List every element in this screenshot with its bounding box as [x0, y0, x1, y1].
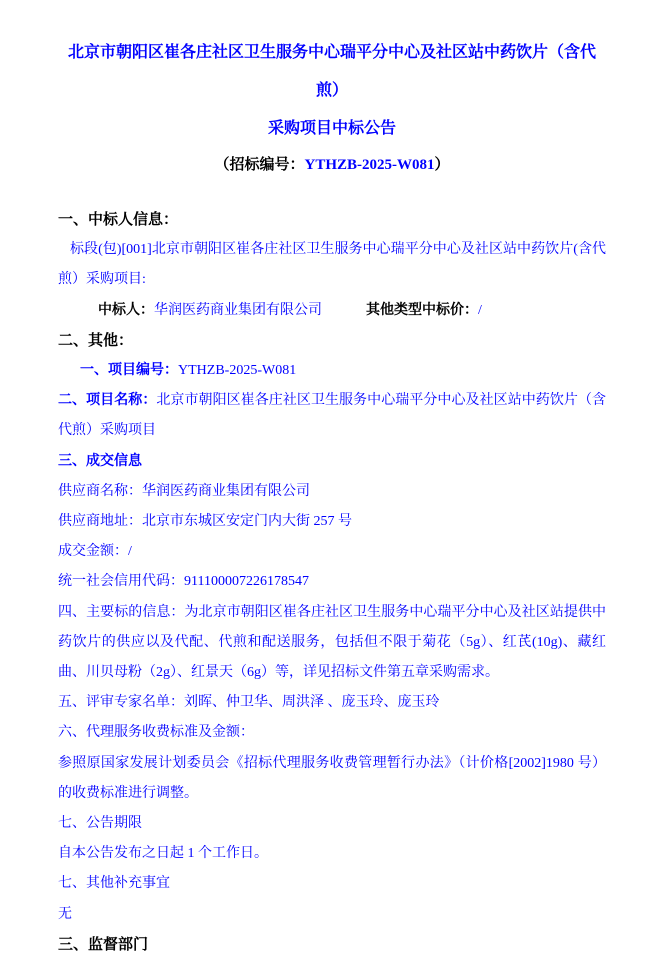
deal-info-heading: 三、成交信息: [58, 453, 142, 469]
other-section-heading: 二、其他：: [58, 332, 134, 349]
supplier-name-line: 供应商名称：华润医药商业集团有限公司: [58, 483, 310, 499]
winner-line: [58, 296, 606, 326]
other-matters-heading-line: 七、其他补充事宜: [58, 876, 170, 892]
tender-number-close: ）: [434, 157, 450, 173]
document-title: [58, 34, 606, 148]
winner-info-heading: 一、中标人信息：: [58, 212, 179, 228]
winner-name: 华润医药商业集团有限公司: [154, 302, 322, 318]
project-name-value: 北京市朝阳区崔各庄社区卫生服务中心瑞平分中心及社区站中药饮片（含代煎）采购项目: [58, 393, 607, 439]
tender-number-open: （招标编号：: [214, 157, 305, 173]
announcement-period-body-line: 自本公告发布之日起 1 个工作日。: [58, 846, 268, 862]
tender-number-line: [58, 150, 606, 180]
credit-code-line: 统一社会信用代码：911100007226178547: [58, 574, 309, 590]
announcement-period-heading-line: 七、公告期限: [58, 816, 142, 832]
project-name-label: 二、项目名称：: [58, 393, 157, 409]
winner-label: 中标人：: [98, 302, 154, 318]
supervision-heading: 三、监督部门: [58, 936, 149, 953]
supplier-address-line: 供应商地址：北京市东城区安定门内大街 257 号: [58, 514, 352, 530]
package-line: 标段(包)[001]北京市朝阳区崔各庄社区卫生服务中心瑞平分中心及社区站中药饮片(含代煎）采购项目:: [58, 242, 606, 288]
agency-fee-heading-line: 六、代理服务收费标准及金额：: [58, 725, 254, 741]
other-price-label: 其他类型中标价：: [366, 302, 478, 318]
title-line-2: 采购项目中标公告: [267, 120, 396, 137]
project-name-line: [58, 386, 606, 446]
document-body: [58, 205, 606, 960]
experts-line: 五、评审专家名单：刘晖、仲卫华、周洪泽 、庞玉玲、庞玉玲: [58, 695, 440, 711]
agency-fee-body-line: 参照原国家发展计划委员会《招标代理服务收费管理暂行办法》（计价格[2002]1980 号）的收费标准进行调整。: [58, 755, 606, 801]
project-number-label: 一、项目编号：: [80, 363, 178, 379]
main-subject-line: 四、主要标的信息：为北京市朝阳区崔各庄社区卫生服务中心瑞平分中心及社区站提供中药饮片的供应以及代配、代煎和配送服务，包括但不限于菊花（5g）、红芪(10g)、藏红曲、川贝母粉（2g）、红景天（6g）等，详见招标文件第五章采购需求。: [58, 604, 606, 681]
title-line-1: 北京市朝阳区崔各庄社区卫生服务中心瑞平分中心及社区站中药饮片（含代煎）: [67, 44, 596, 99]
project-number-line: [58, 356, 606, 386]
tender-number-code: YTHZB-2025-W081: [304, 157, 435, 173]
other-price-value: /: [478, 302, 482, 318]
project-number-value: YTHZB-2025-W081: [178, 363, 297, 379]
deal-amount-line: 成交金额：/: [58, 544, 132, 560]
other-matters-body-line: 无: [58, 906, 72, 922]
